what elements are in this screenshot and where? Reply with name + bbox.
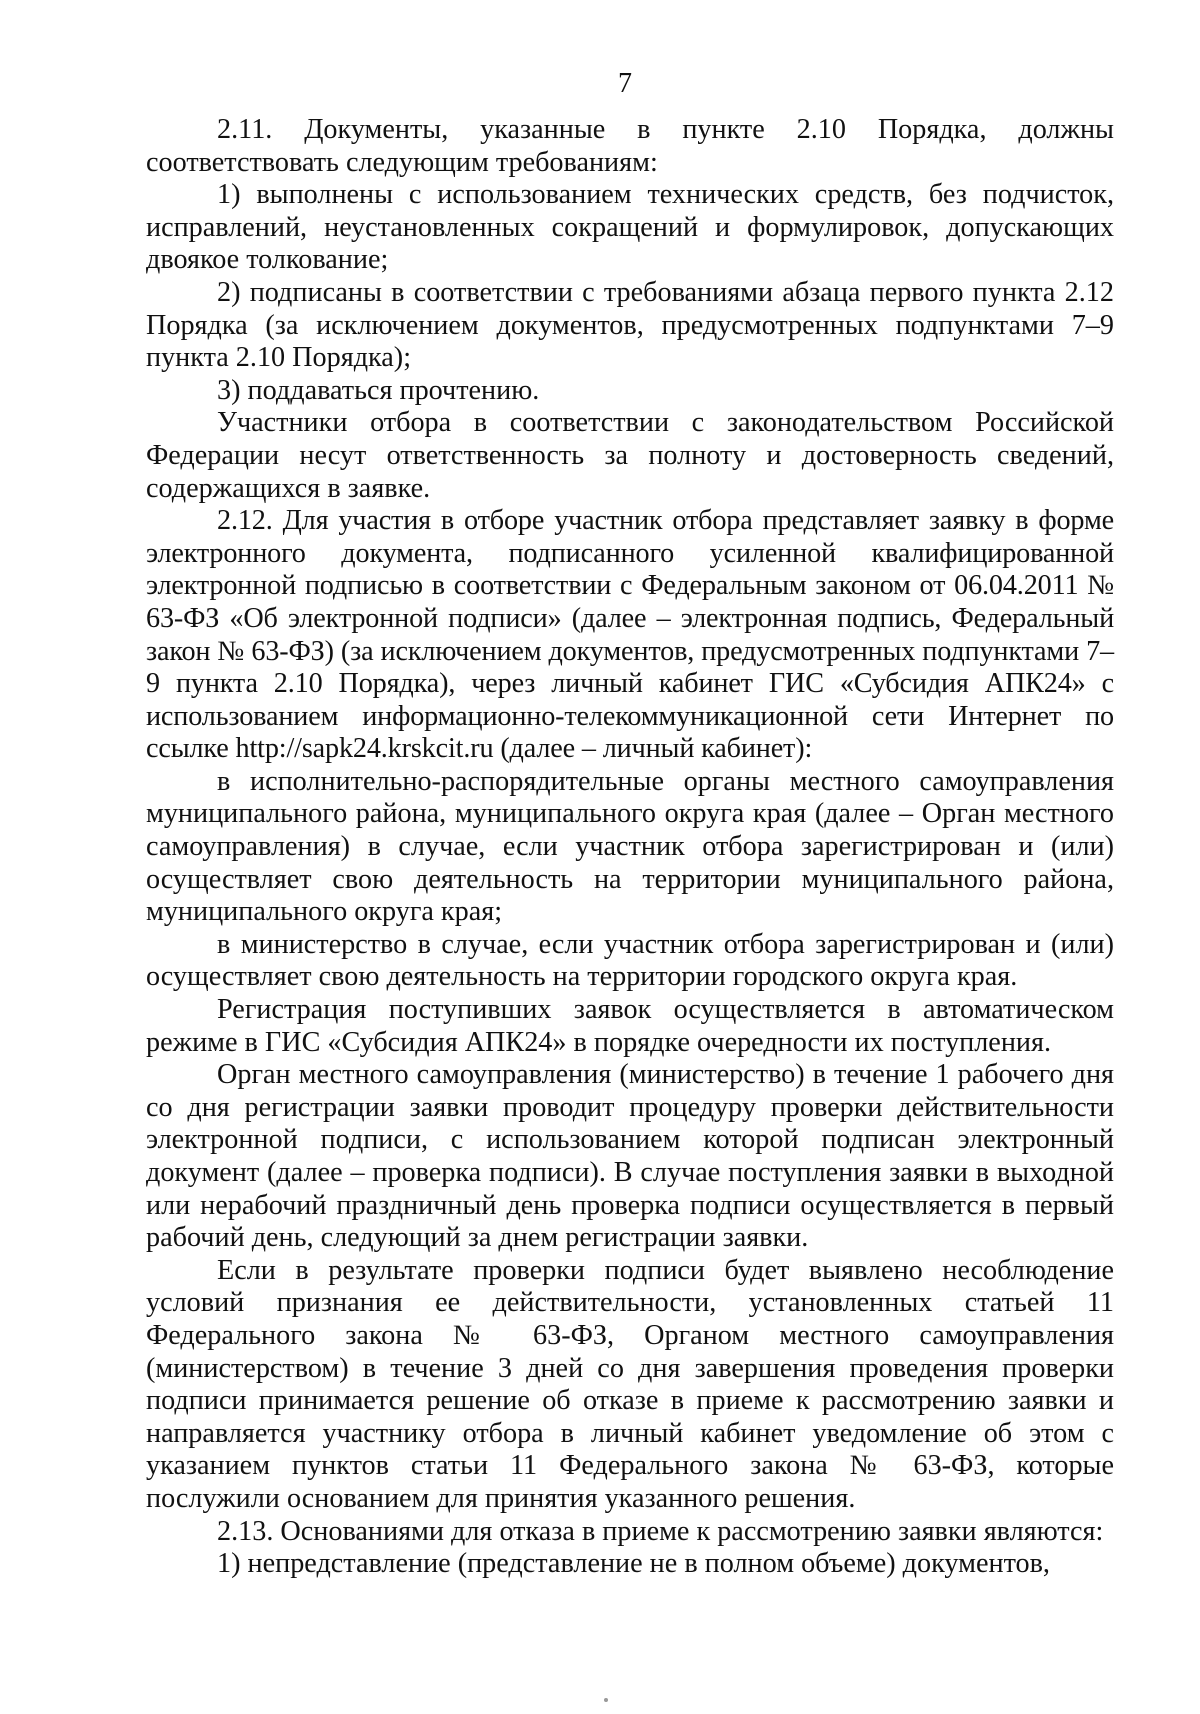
paragraph-requirement-2: 2) подписаны в соответствии с требованиями абзаца первого пункта 2.12 Порядка (за исключением документов, предусмотренных подпунктами 7–9 пункта 2.10 Порядка); bbox=[146, 276, 1114, 374]
paragraph-refusal-decision: Если в результате проверки подписи будет выявлено несоблюдение условий признания ее действительности, установленных статьей 11 Федерального закона № 63-ФЗ, Органом местного самоуправления (министерством) в течение 3 дней со дня завершения проведения проверки подписи принимается решение об отказе в приеме к рассмотрению заявки и направляется участнику отбора в личный кабинет уведомление об этом с указанием пунктов статьи 11 Федерального закона № 63-ФЗ, которые послужили основанием для принятия указанного решения. bbox=[146, 1254, 1114, 1514]
paragraph-local-authority: в исполнительно-распорядительные органы местного самоуправления муниципального района, муниципального округа края (далее – Орган местного самоуправления) в случае, если участник отбора зарегистрирован и (или) осуществляет свою деятельность на территории муниципального района, муниципального округа края; bbox=[146, 765, 1114, 928]
document-body bbox=[146, 114, 1114, 1581]
page-number: 7 bbox=[618, 68, 632, 99]
paragraph-requirement-3: 3) поддаваться прочтению. bbox=[217, 374, 540, 406]
paragraph-2-13: 2.13. Основаниями для отказа в приеме к рассмотрению заявки являются: bbox=[217, 1515, 1104, 1547]
paragraph-registration: Регистрация поступивших заявок осуществляется в автоматическом режиме в ГИС «Субсидия АПК24» в порядке очередности их поступления. bbox=[146, 994, 1114, 1058]
paragraph-2-12: 2.12. Для участия в отборе участник отбора представляет заявку в форме электронного документа, подписанного усиленной квалифицированной электронной подписью в соответствии с Федеральным законом от 06.04.2011 № 63-ФЗ «Об электронной подписи» (далее – электронная подпись, Федеральный закон № 63-ФЗ) (за исключением документов, предусмотренных подпунктами 7–9 пункта 2.10 Порядка), через личный кабинет ГИС «Субсидия АПК24» с использованием информационно-телекоммуникационной сети Интернет по ссылке http://sapk24.krskcit.ru (далее – личный кабинет): bbox=[146, 505, 1114, 765]
scan-dot bbox=[604, 1698, 608, 1702]
paragraph-responsibility: Участники отбора в соответствии с законодательством Российской Федерации несут ответственность за полноту и достоверность сведений, содержащихся в заявке. bbox=[146, 407, 1114, 504]
paragraph-signature-check: Орган местного самоуправления (министерство) в течение 1 рабочего дня со дня регистрации заявки проводит процедуру проверки действительности электронной подписи, с использованием которой подписан электронный документ (далее – проверка подписи). В случае поступления заявки в выходной или нерабочий праздничный день проверка подписи осуществляется в первый рабочий день, следующий за днем регистрации заявки. bbox=[146, 1059, 1114, 1254]
paragraph-2-11: 2.11. Документы, указанные в пункте 2.10 Порядка, должны соответствовать следующим требованиям: bbox=[146, 114, 1114, 178]
paragraph-refusal-ground-1: 1) непредставление (представление не в полном объеме) документов, bbox=[217, 1548, 1050, 1580]
paragraph-ministry: в министерство в случае, если участник отбора зарегистрирован и (или) осуществляет свою деятельность на территории городского округа края. bbox=[146, 928, 1114, 993]
paragraph-requirement-1: 1) выполнены с использованием технических средств, без подчисток, исправлений, неустановленных сокращений и формулировок, допускающих двоякое толкование; bbox=[146, 179, 1114, 276]
